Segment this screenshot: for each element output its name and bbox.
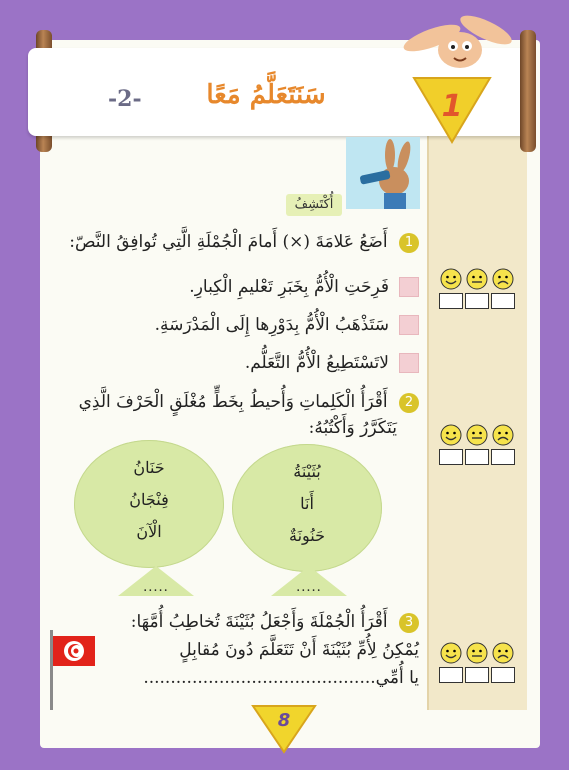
eval-box[interactable] [439,293,463,309]
option-1-checkbox[interactable] [399,277,419,297]
smiley-sad-icon[interactable] [492,268,514,290]
question-1 [69,232,419,253]
eval-box[interactable] [465,449,489,465]
question-2-line1: أَقْرَأُ الْكَلِماتِ وَأُحيطُ بِخَطٍّ مُغْلَقٍ الْحَرْفَ الَّذِي [78,392,388,412]
smiley-happy-icon[interactable] [440,268,462,290]
smiley-neutral-icon[interactable] [466,642,488,664]
word-bubble-right [232,444,382,572]
bubble-right-word-2: أَنَا [300,494,314,513]
bubble-left-word-3: الْآنَ [136,522,162,541]
option-3-checkbox[interactable] [399,353,419,373]
option-3-text: لاتَسْتَطِيعُ الْأُمُّ التَّعَلُّم. [244,353,389,373]
question-2-line2: يَتَكَرَّرُ وَأَكْتُبُهُ: [308,418,397,438]
bubble-left-word-2: فِنْجَانُ [129,490,169,509]
eval-box[interactable] [439,667,463,683]
bubble-left-word-1: حَنَانُ [133,458,165,477]
question-3-line1: أَقْرَأُ الْجُمْلَةَ وَأَجْعَلُ بُثَيْنَةَ تُخاطِبُ أُمَّهَا: [130,612,388,632]
eval-box[interactable] [491,293,515,309]
word-bubble-left [74,440,224,568]
option-2 [155,315,419,335]
question-1-number: 1 [399,233,419,253]
smiley-happy-icon[interactable] [440,642,462,664]
eval-box[interactable] [491,449,515,465]
page-number: 8 [277,710,291,731]
eval-box[interactable] [491,667,515,683]
eval-box[interactable] [465,293,489,309]
question-2 [79,392,419,413]
question-1-text: أَضَعُ عَلامَةَ (×) أَمامَ الْجُمْلَةِ الَّتِي تُوافِقُ النَّصّ: [69,232,388,252]
bubble-right-word-3: حَنُونَةٌ [288,526,325,545]
lesson-number: 1 [441,89,463,124]
smiley-sad-icon[interactable] [492,642,514,664]
discover-label: أُكْتَشِفُ [286,194,342,216]
smiley-happy-icon[interactable] [440,424,462,446]
answer-blank-right[interactable]: ..... [296,580,322,595]
bunny-telescope-icon [346,137,420,209]
question-3-number: 3 [399,613,419,633]
scroll-dowel-right [520,30,536,152]
option-1 [189,277,419,297]
lesson-part: -2- [108,86,142,112]
evaluation-widget-1 [436,268,518,309]
option-2-checkbox[interactable] [399,315,419,335]
question-3 [131,612,419,633]
smiley-sad-icon[interactable] [492,424,514,446]
evaluation-strip [427,128,527,710]
answer-blank-left[interactable]: ..... [143,580,169,595]
smiley-neutral-icon[interactable] [466,424,488,446]
bunny-mascot-icon [390,0,520,80]
eval-box[interactable] [465,667,489,683]
smiley-neutral-icon[interactable] [466,268,488,290]
question-2-number: 2 [399,393,419,413]
question-3-line2: يُمْكِنُ لِأُمِّ بُثَيْنَةَ أَنْ تَتَعَلَّمَ دُونَ مُقابِلٍ [179,640,419,660]
question-3-answer-line[interactable]: يا أُمِّي........................................... [143,668,419,688]
option-1-text: فَرِحَتِ الْأُمُّ بِخَبَرِ تَعْليمِ الْكِبارِ. [189,277,389,297]
eval-box[interactable] [439,449,463,465]
evaluation-widget-2 [436,424,518,465]
lesson-number-badge [408,74,496,144]
option-3 [245,353,419,373]
bubble-right-word-1: بُثَيْنَةُ [293,462,321,481]
evaluation-widget-3 [436,642,518,683]
lesson-title: سَنَتَعَلَّمُ مَعًا [206,80,326,110]
tunisia-flag-icon [48,630,98,710]
option-2-text: سَتَذْهَبُ الْأُمُّ بِدَوْرِها إِلَى الْمَدْرَسَةِ. [154,315,389,335]
